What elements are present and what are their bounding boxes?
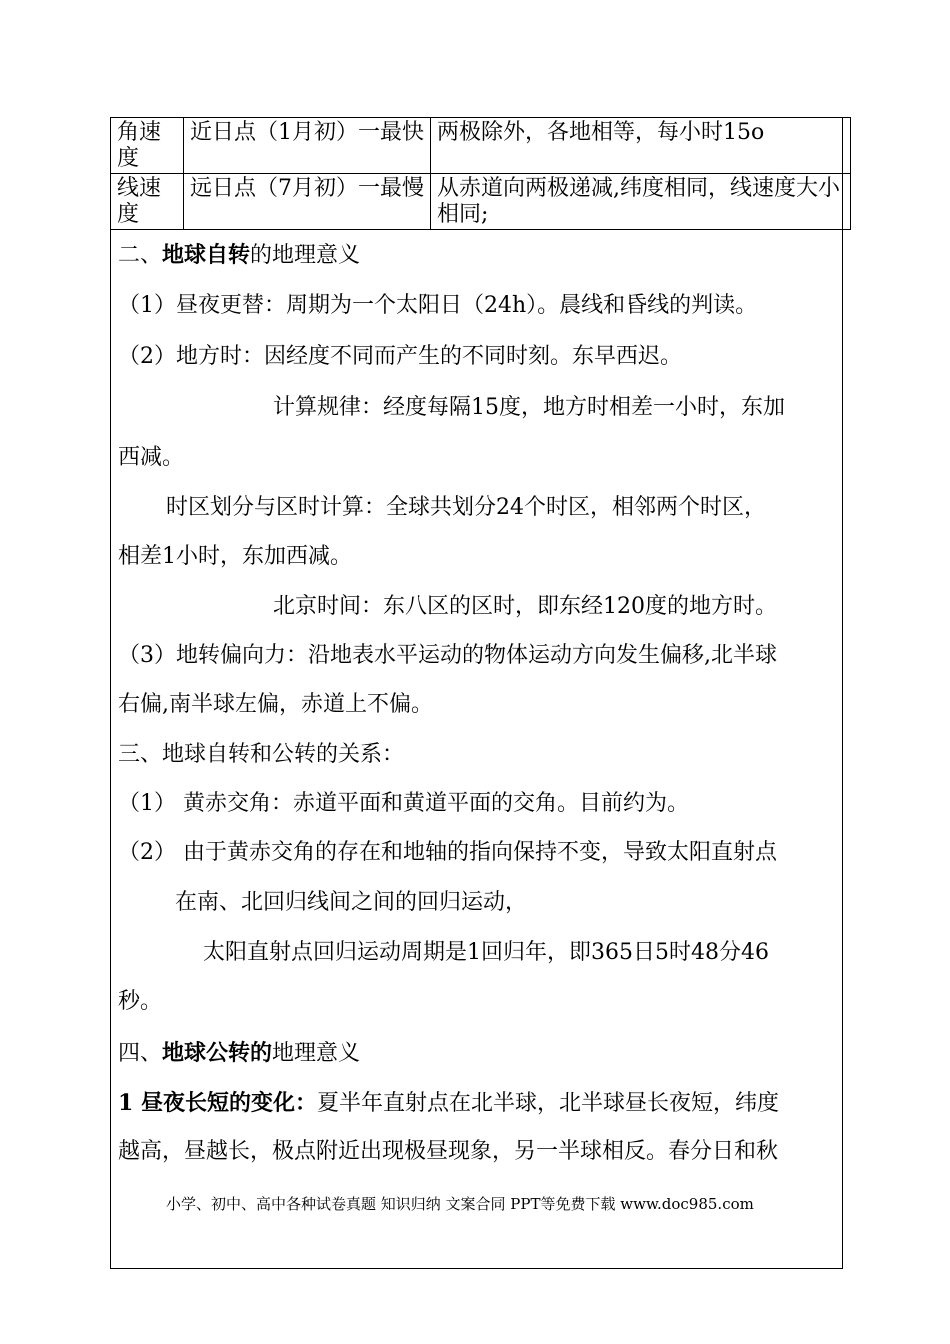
paragraph-line: 右偏,南半球左偏，赤道上不偏。 (118, 692, 433, 717)
paragraph-line: 越高，昼越长，极点附近出现极昼现象，另一半球相反。春分日和秋 (118, 1139, 779, 1164)
page-footer: 小学、初中、高中各种试卷真题 知识归纳 文案合同 PPT等免费下载 www.doc985.com (166, 1195, 754, 1213)
paragraph-line: 秒。 (118, 989, 163, 1014)
paragraph-line: （1）昼夜更替：周期为一个太阳日（24h）。晨线和昏线的判读。 (118, 293, 758, 318)
paragraph-line: 在南、北回归线间之间的回归运动， (175, 890, 528, 915)
table-cell: 线速度 (111, 174, 184, 230)
table-cell: 角速度 (111, 118, 184, 174)
paragraph-line: 太阳直射点回归运动周期是1回归年，即365日5时48分46 (203, 940, 769, 965)
table-cell: 两极除外，各地相等，每小时15o (431, 118, 851, 174)
paragraph-text: 夏半年直射点在北半球，北半球昼长夜短，纬度 (316, 1091, 779, 1116)
paragraph-line (118, 1088, 779, 1119)
heading-prefix: 四、 (118, 1041, 163, 1066)
paragraph-line: （2） 由于黄赤交角的存在和地轴的指向保持不变，导致太阳直射点 (118, 840, 777, 865)
paragraph-line: 北京时间：东八区的区时，即东经120度的地方时。 (273, 594, 777, 619)
paragraph-line: （3）地转偏向力：沿地表水平运动的物体运动方向发生偏移,北半球 (118, 643, 777, 668)
paragraph-line: （1） 黄赤交角：赤道平面和黄道平面的交角。目前约为。 (118, 791, 689, 816)
paragraph-line: 时区划分与区时计算：全球共划分24个时区，相邻两个时区， (166, 495, 766, 520)
section-heading (118, 1038, 360, 1069)
table-cell: 远日点（7月初）一最慢 (184, 174, 431, 230)
table-row (111, 174, 851, 230)
heading-bold: 地球自转 (162, 242, 251, 268)
heading-suffix: 的地理意义 (250, 243, 361, 268)
table-cell: 近日点（1月初）一最快 (184, 118, 431, 174)
section-heading (118, 240, 360, 271)
paragraph-line: （2）地方时：因经度不同而产生的不同时刻。东早西迟。 (118, 344, 682, 369)
subheading-bold: 1 昼夜长短的变化： (118, 1090, 317, 1116)
speed-table (110, 117, 851, 230)
paragraph-line: 西减。 (118, 445, 185, 470)
section-heading: 三、地球自转和公转的关系： (118, 742, 405, 767)
heading-bold: 地球公转的 (162, 1040, 273, 1066)
heading-prefix: 二、 (118, 243, 163, 268)
heading-suffix: 地理意义 (272, 1041, 361, 1066)
table-row (111, 118, 851, 174)
paragraph-line: 相差1小时，东加西减。 (118, 544, 352, 569)
paragraph-line: 计算规律：经度每隔15度，地方时相差一小时，东加 (273, 395, 785, 420)
table-cell: 从赤道向两极递减,纬度相同，线速度大小相同; (431, 174, 851, 230)
